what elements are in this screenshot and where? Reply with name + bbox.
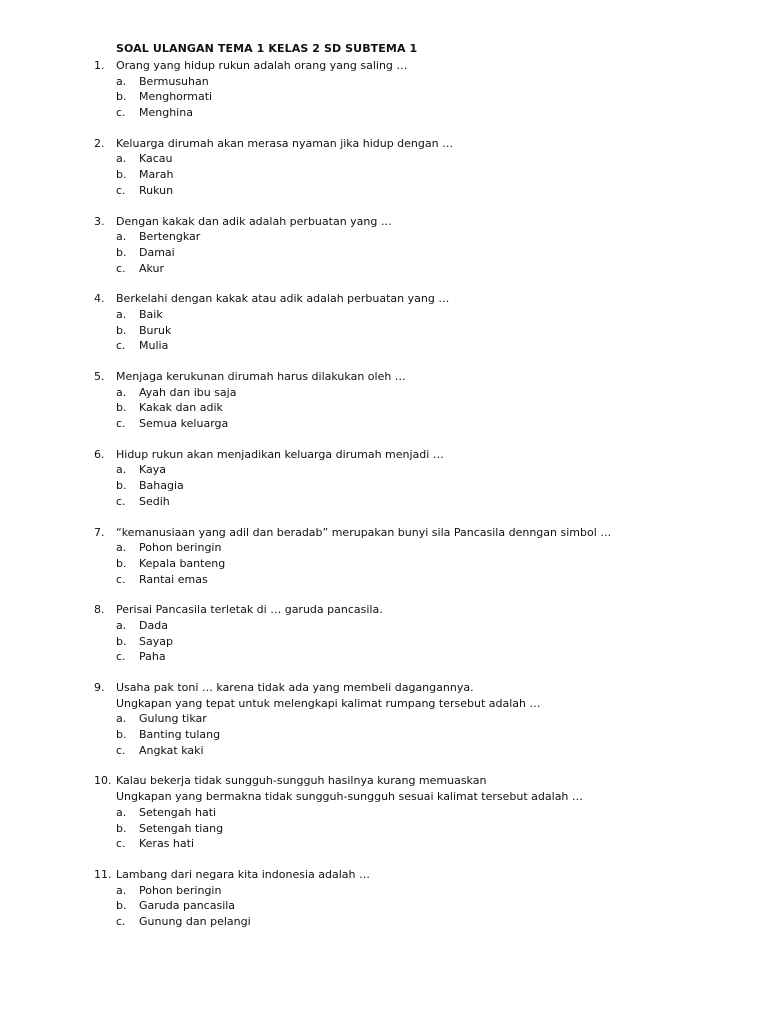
- answer-option: [0, 540, 768, 556]
- option-letter: b.: [116, 90, 127, 104]
- option-text: Menghina: [139, 106, 193, 120]
- answer-option: [0, 711, 768, 727]
- question-line: [0, 525, 768, 541]
- answer-option: [0, 74, 768, 90]
- answer-option: [0, 805, 768, 821]
- option-text: Semua keluarga: [139, 417, 229, 431]
- question-text: Ungkapan yang tepat untuk melengkapi kalimat rumpang tersebut adalah …: [116, 696, 541, 710]
- question-5: [0, 369, 768, 432]
- question-line: [0, 58, 768, 74]
- answer-option: [0, 385, 768, 401]
- option-letter: a.: [116, 618, 127, 632]
- document-title: SOAL ULANGAN TEMA 1 KELAS 2 SD SUBTEMA 1: [116, 42, 418, 55]
- option-letter: c.: [116, 183, 126, 197]
- option-letter: b.: [116, 401, 127, 415]
- option-text: Kaya: [139, 463, 167, 477]
- option-letter: a.: [116, 152, 127, 166]
- option-letter: b.: [116, 168, 127, 182]
- question-text: Orang yang hidup rukun adalah orang yang saling …: [116, 59, 408, 72]
- option-letter: a.: [116, 230, 127, 244]
- question-number: 3.: [94, 214, 105, 228]
- answer-option: [0, 416, 768, 432]
- answer-option: [0, 821, 768, 837]
- question-9: [0, 680, 768, 758]
- option-text: Bahagia: [139, 479, 184, 493]
- option-letter: a.: [116, 74, 127, 88]
- question-7: [0, 525, 768, 588]
- option-text: Paha: [139, 650, 166, 664]
- option-letter: b.: [116, 728, 127, 742]
- option-letter: c.: [116, 837, 126, 851]
- question-6: [0, 447, 768, 510]
- question-line: [0, 789, 768, 805]
- option-text: Banting tulang: [139, 728, 221, 742]
- question-text: Keluarga dirumah akan merasa nyaman jika hidup dengan …: [116, 136, 454, 150]
- option-text: Bermusuhan: [139, 74, 209, 88]
- answer-option: [0, 494, 768, 510]
- question-text: Perisai Pancasila terletak di … garuda pancasila.: [116, 603, 383, 617]
- answer-option: [0, 323, 768, 339]
- question-line: [0, 696, 768, 712]
- option-text: Pohon beringin: [139, 883, 222, 897]
- option-letter: c.: [116, 572, 126, 586]
- option-letter: c.: [116, 743, 126, 757]
- option-letter: b.: [116, 245, 127, 259]
- question-number: 7.: [94, 525, 105, 539]
- question-text: Usaha pak toni … karena tidak ada yang membeli dagangannya.: [116, 681, 474, 694]
- answer-option: [0, 229, 768, 245]
- option-letter: a.: [116, 307, 127, 321]
- answer-option: [0, 245, 768, 261]
- option-letter: a.: [116, 463, 127, 477]
- question-number: 9.: [94, 681, 105, 694]
- option-text: Pohon beringin: [139, 541, 222, 555]
- question-line: [0, 291, 768, 307]
- answer-option: [0, 649, 768, 665]
- option-text: Bertengkar: [139, 230, 201, 244]
- question-4: [0, 291, 768, 354]
- option-text: Ayah dan ibu saja: [139, 385, 237, 399]
- option-letter: c.: [116, 914, 126, 928]
- option-letter: b.: [116, 323, 127, 337]
- question-number: 5.: [94, 370, 105, 383]
- answer-option: [0, 618, 768, 634]
- option-text: Angkat kaki: [139, 743, 204, 757]
- answer-option: [0, 914, 768, 930]
- option-letter: c.: [116, 339, 126, 353]
- answer-option: [0, 307, 768, 323]
- question-list: [0, 58, 768, 945]
- question-1: [0, 58, 768, 121]
- question-text: Hidup rukun akan menjadikan keluarga dirumah menjadi …: [116, 447, 444, 461]
- question-text: Kalau bekerja tidak sungguh-sungguh hasilnya kurang memuaskan: [116, 774, 487, 788]
- question-text: Dengan kakak dan adik adalah perbuatan yang …: [116, 214, 392, 228]
- question-line: [0, 369, 768, 385]
- question-number: 10.: [94, 774, 112, 788]
- answer-option: [0, 556, 768, 572]
- option-letter: c.: [116, 494, 126, 508]
- option-letter: b.: [116, 479, 127, 493]
- question-number: 1.: [94, 59, 105, 72]
- question-text: Lambang dari negara kita indonesia adalah …: [116, 867, 370, 881]
- question-line: [0, 447, 768, 463]
- answer-option: [0, 338, 768, 354]
- option-text: Setengah tiang: [139, 821, 224, 835]
- question-text: Berkelahi dengan kakak atau adik adalah perbuatan yang …: [116, 292, 450, 306]
- answer-option: [0, 572, 768, 588]
- option-text: Rantai emas: [139, 572, 208, 586]
- option-letter: a.: [116, 385, 127, 399]
- answer-option: [0, 743, 768, 759]
- option-text: Rukun: [139, 183, 174, 197]
- answer-option: [0, 151, 768, 167]
- answer-option: [0, 898, 768, 914]
- answer-option: [0, 89, 768, 105]
- answer-option: [0, 105, 768, 121]
- option-text: Garuda pancasila: [139, 899, 236, 913]
- option-letter: b.: [116, 556, 127, 570]
- question-number: 6.: [94, 447, 105, 461]
- option-letter: a.: [116, 541, 127, 555]
- question-line: [0, 602, 768, 618]
- option-text: Akur: [139, 261, 165, 275]
- option-text: Menghormati: [139, 90, 213, 104]
- option-letter: c.: [116, 261, 126, 275]
- option-text: Kepala banteng: [139, 556, 226, 570]
- option-letter: b.: [116, 821, 127, 835]
- answer-option: [0, 462, 768, 478]
- question-number: 11.: [94, 867, 112, 881]
- option-text: Kacau: [139, 152, 173, 166]
- question-11: [0, 867, 768, 930]
- option-text: Keras hati: [139, 837, 195, 851]
- question-10: [0, 773, 768, 851]
- answer-option: [0, 634, 768, 650]
- question-line: [0, 773, 768, 789]
- option-text: Dada: [139, 618, 168, 632]
- question-number: 4.: [94, 292, 105, 306]
- question-text: Menjaga kerukunan dirumah harus dilakukan oleh …: [116, 370, 406, 383]
- option-text: Sedih: [139, 494, 170, 508]
- answer-option: [0, 478, 768, 494]
- option-text: Gunung dan pelangi: [139, 914, 251, 928]
- option-letter: a.: [116, 712, 127, 726]
- option-letter: a.: [116, 805, 127, 819]
- option-letter: b.: [116, 634, 127, 648]
- option-letter: c.: [116, 417, 126, 431]
- option-letter: b.: [116, 899, 127, 913]
- option-text: Mulia: [139, 339, 169, 353]
- question-number: 2.: [94, 136, 105, 150]
- question-number: 8.: [94, 603, 105, 617]
- question-line: [0, 680, 768, 696]
- option-text: Buruk: [139, 323, 172, 337]
- question-line: [0, 214, 768, 230]
- option-letter: c.: [116, 106, 126, 120]
- question-text: “kemanusiaan yang adil dan beradab” merupakan bunyi sila Pancasila denngan simbol …: [116, 525, 612, 539]
- answer-option: [0, 261, 768, 277]
- option-text: Marah: [139, 168, 174, 182]
- answer-option: [0, 183, 768, 199]
- question-8: [0, 602, 768, 665]
- option-text: Sayap: [139, 634, 173, 648]
- question-line: [0, 136, 768, 152]
- answer-option: [0, 836, 768, 852]
- question-2: [0, 136, 768, 199]
- answer-option: [0, 883, 768, 899]
- option-text: Setengah hati: [139, 805, 217, 819]
- answer-option: [0, 400, 768, 416]
- option-text: Kakak dan adik: [139, 401, 223, 415]
- answer-option: [0, 167, 768, 183]
- question-line: [0, 867, 768, 883]
- option-letter: a.: [116, 883, 127, 897]
- question-3: [0, 214, 768, 277]
- option-text: Gulung tikar: [139, 712, 207, 726]
- option-letter: c.: [116, 650, 126, 664]
- option-text: Baik: [139, 307, 163, 321]
- question-text: Ungkapan yang bermakna tidak sungguh-sungguh sesuai kalimat tersebut adalah …: [116, 790, 583, 804]
- option-text: Damai: [139, 245, 175, 259]
- answer-option: [0, 727, 768, 743]
